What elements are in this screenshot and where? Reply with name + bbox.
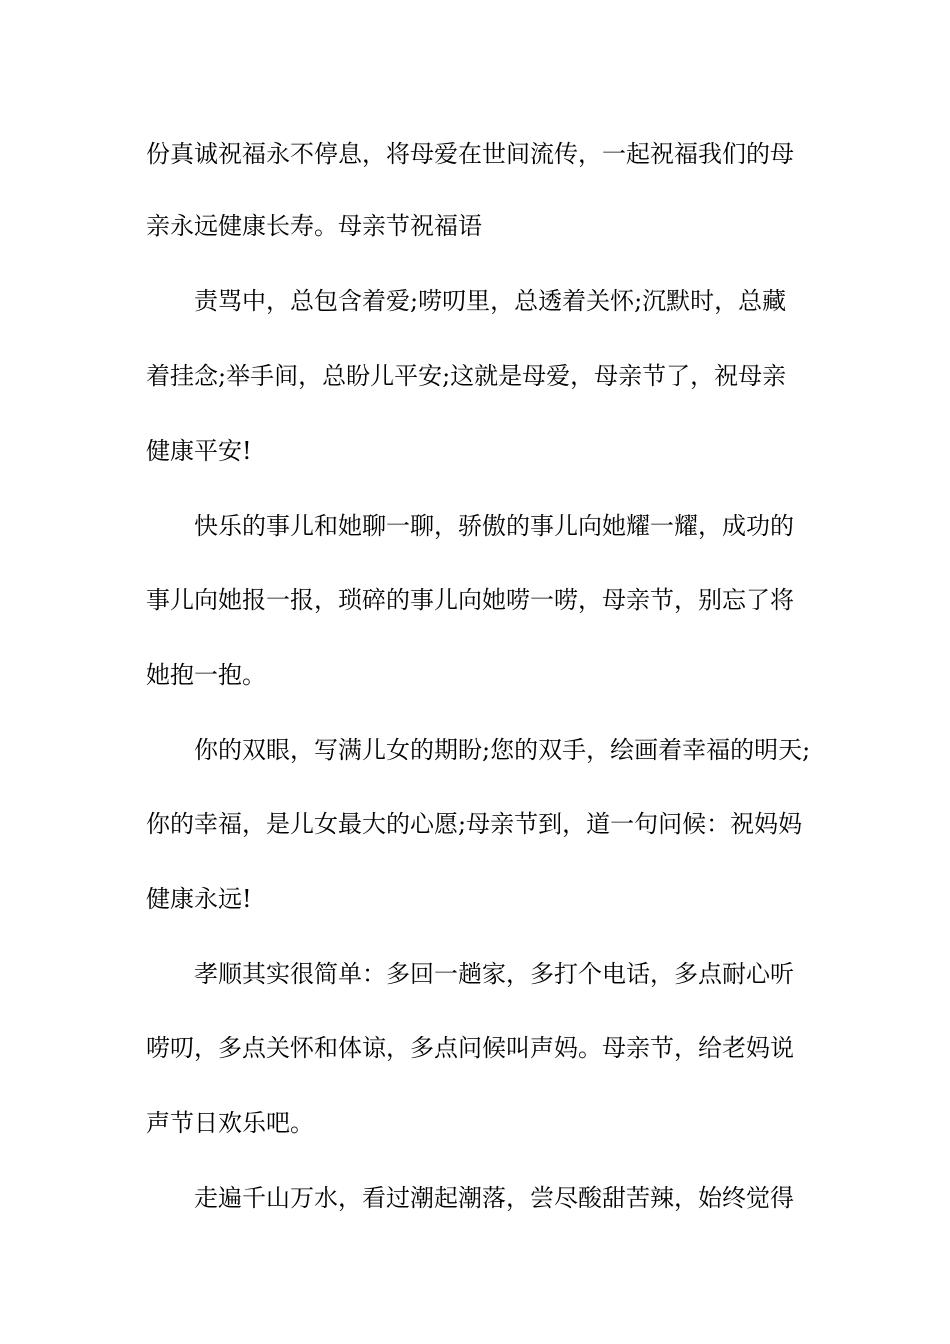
paragraph-3-line-1: 你的双眼，写满儿女的期盼;您的双手，绘画着幸福的明天; <box>194 736 811 764</box>
paragraph-4-line-1: 孝顺其实很简单：多回一趟家，多打个电话，多点耐心听 <box>194 960 794 988</box>
paragraph-5-line-1: 走遍千山万水，看过潮起潮落，尝尽酸甜苦辣，始终觉得 <box>194 1184 794 1212</box>
paragraph-3-line-3: 健康永远! <box>146 885 252 913</box>
paragraph-2-line-1: 快乐的事儿和她聊一聊，骄傲的事儿向她耀一耀，成功的 <box>194 512 794 540</box>
paragraph-1-line-3: 健康平安! <box>146 437 252 465</box>
paragraph-1-line-1: 责骂中，总包含着爱;唠叨里，总透着关怀;沉默时，总藏 <box>194 287 787 315</box>
paragraph-4-line-3: 声节日欢乐吧。 <box>146 1109 314 1137</box>
text-line-2: 亲永远健康长寿。母亲节祝福语 <box>146 212 482 240</box>
text-line-1: 份真诚祝福永不停息，将母爱在世间流传，一起祝福我们的母 <box>146 140 794 168</box>
paragraph-2-line-2: 事儿向她报一报，琐碎的事儿向她唠一唠，母亲节，别忘了将 <box>146 586 794 614</box>
paragraph-1-line-2: 着挂念;举手间，总盼儿平安;这就是母爱，母亲节了，祝母亲 <box>146 362 787 390</box>
paragraph-2-line-3: 她抱一抱。 <box>146 661 266 689</box>
paragraph-3-line-2: 你的幸福，是儿女最大的心愿;母亲节到，道一句问候：祝妈妈 <box>146 810 803 838</box>
paragraph-4-line-2: 唠叨，多点关怀和体谅，多点问候叫声妈。母亲节，给老妈说 <box>146 1034 794 1062</box>
